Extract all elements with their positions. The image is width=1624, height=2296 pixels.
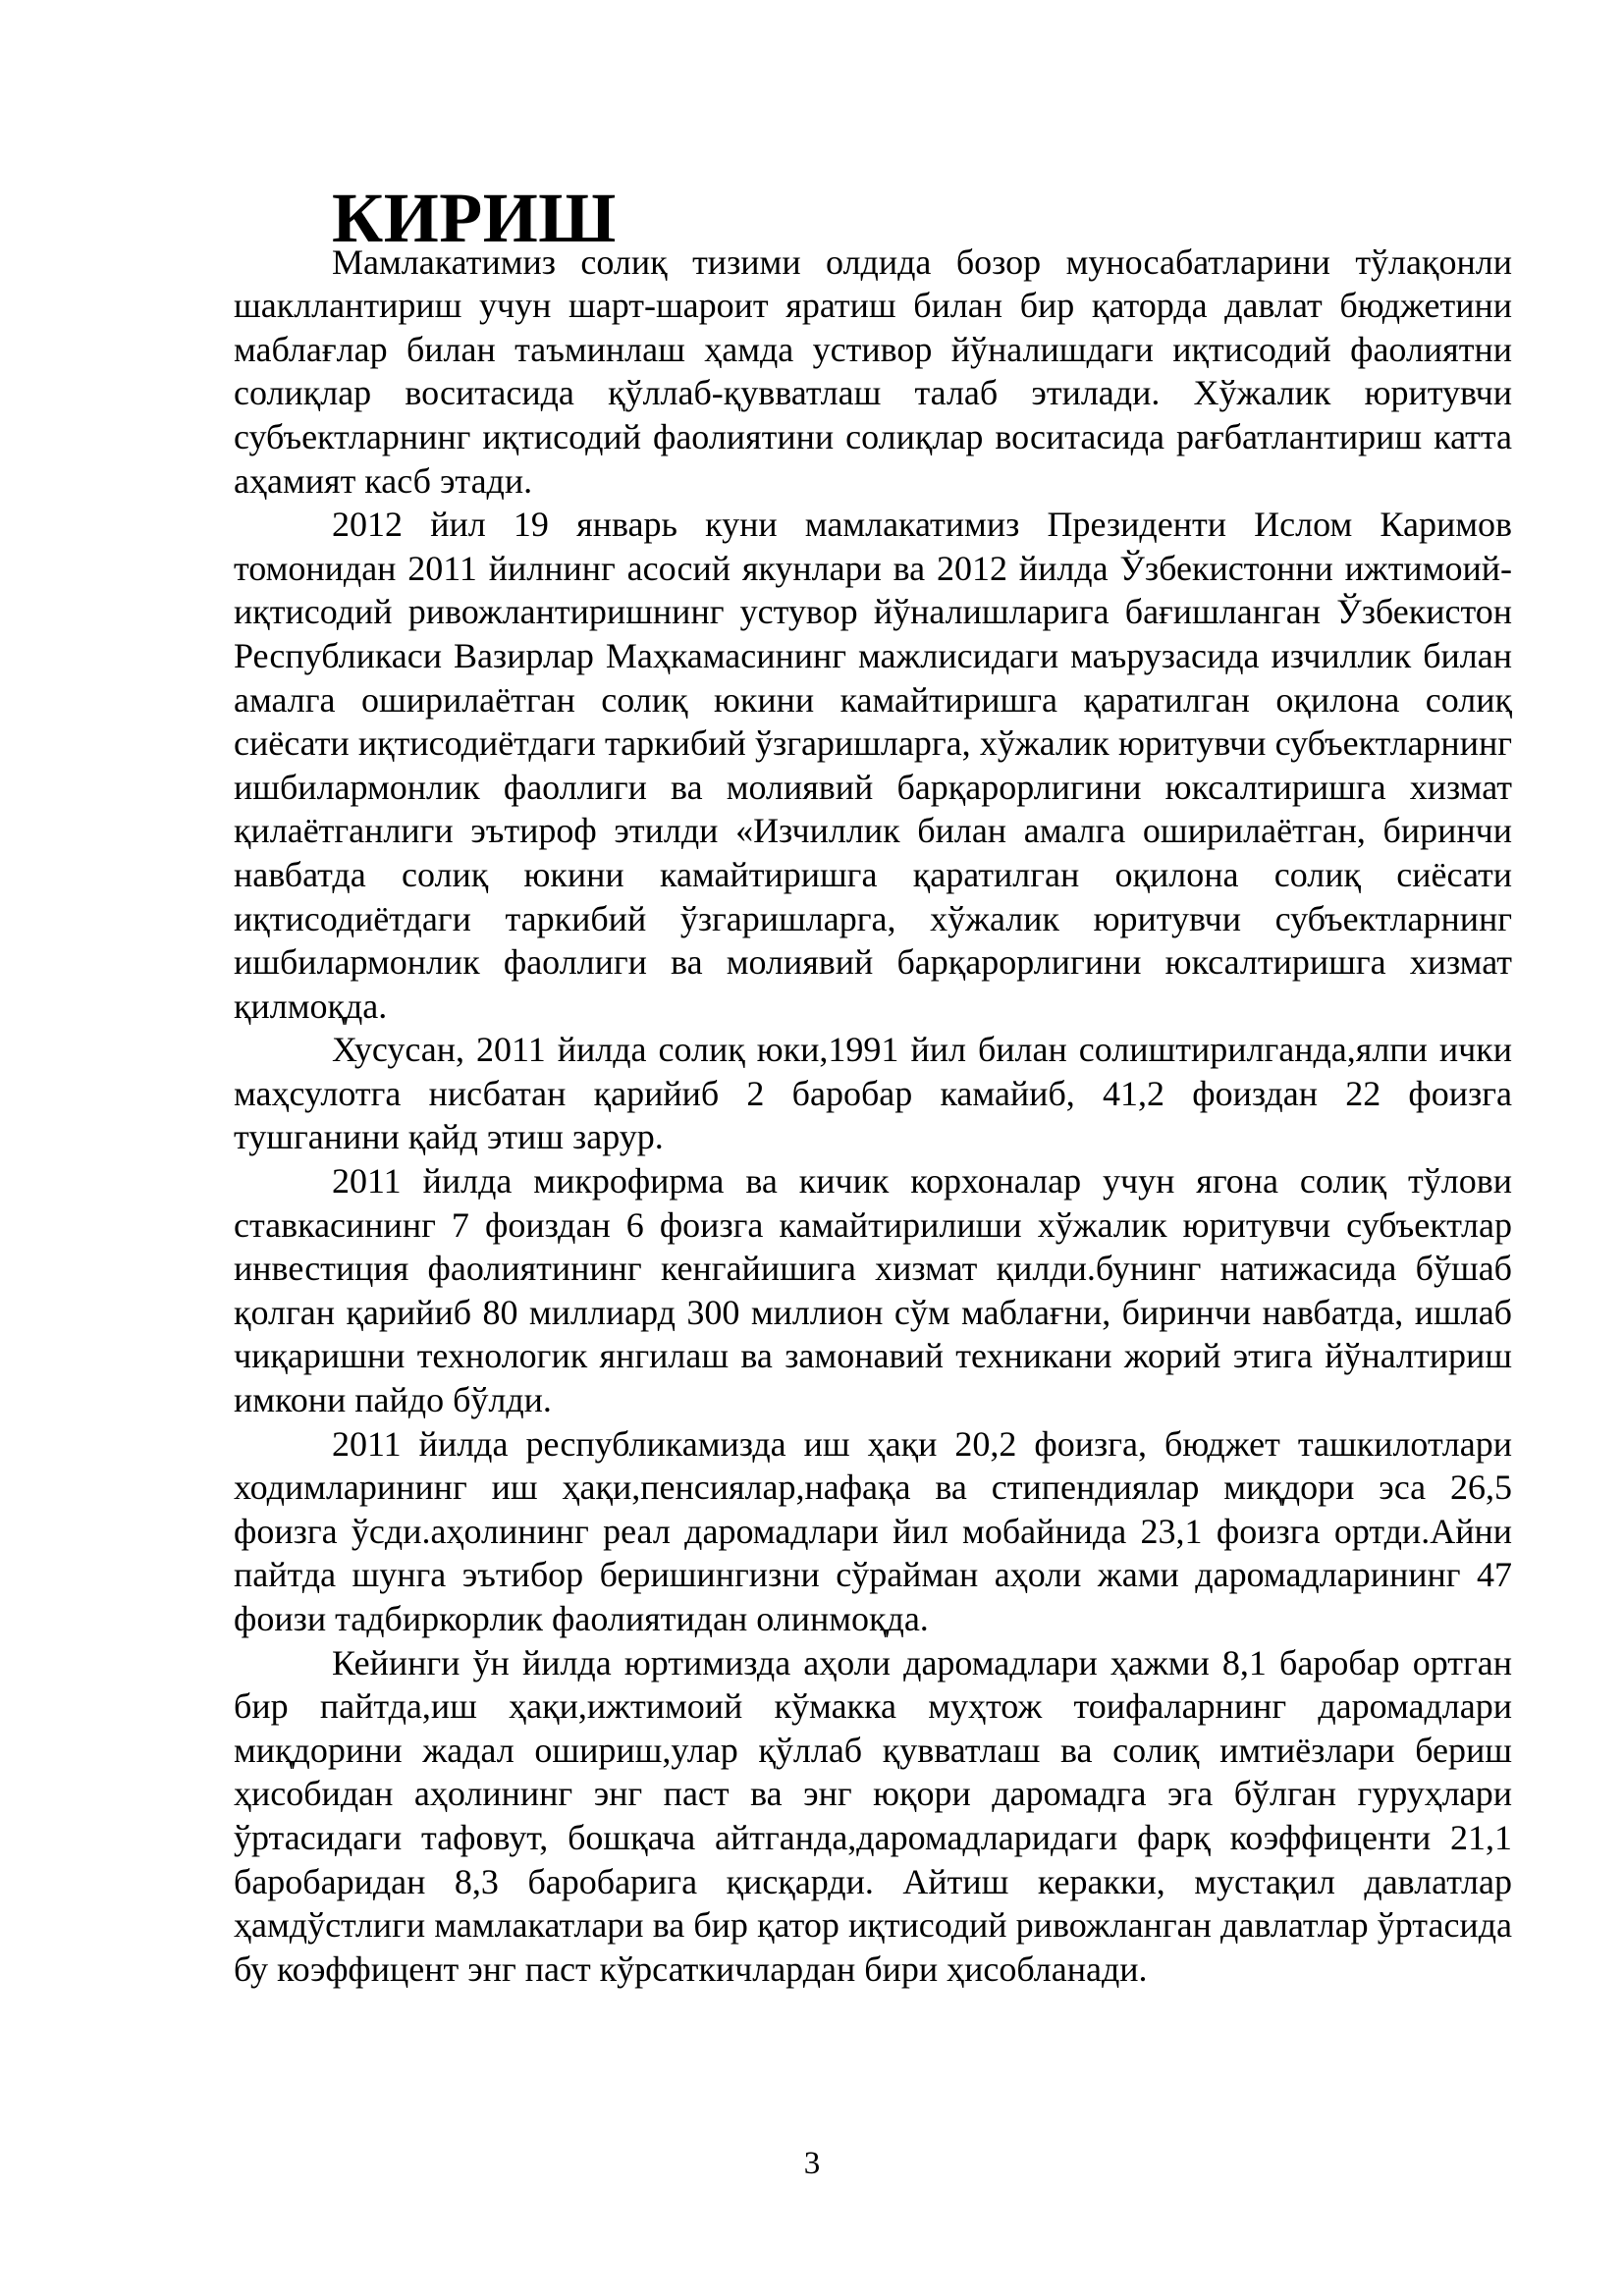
paragraph-wages-growth: 2011 йилда республикамизда иш ҳақи 20,2 фоизга, бюджет ташкилотлари ходимларининг иш ҳақи,пенсиялар,нафақа ва стипендиялар миқдори эса 26,5 фоизга ўсди.аҳолининг реал даромадлари йил мобайнида 23,1 фоизга ортди.Айни пайтда шунга эътибор беришингизни сўрайман аҳоли жами даромадларининг 47 фоизи тадбиркорлик фаолиятидан олинмоқда. (234, 1423, 1512, 1638)
paragraph-small-business-tax: 2011 йилда микрофирма ва кичик корхоналар учун ягона солиқ тўлови ставкасининг 7 фоиздан 6 фоизга камайтирилиши хўжалик юритувчи субъектлар инвестиция фаолиятининг кенгайишига хизмат қилди.бунинг натижасида бўшаб қолган қарийиб 80 миллиард 300 миллион сўм маблағни, биринчи навбатда, ишлаб чиқаришни технологик янгилаш ва замонавий техникани жорий этига йўналтириш имкони пайдо бўлди. (234, 1161, 1512, 1420)
paragraph-intro: Мамлакатимиз солиқ тизими олдида бозор муносабатларини тўлақонли шакллантириш учун шарт-шароит яратиш билан бир қаторда давлат бюджетини маблағлар билан таъминлаш ҳамда устивор йўналишдаги иқтисодий фаолиятни солиқлар воситасида қўллаб-қувватлаш талаб этилади. Хўжалик юритувчи субъектларнинг иқтисодий фаолиятини солиқлар воситасида рағбатлантириш катта аҳамият касб этади. (234, 241, 1512, 501)
paragraph-president-speech: 2012 йил 19 январь куни мамлакатимиз Президенти Ислом Каримов томонидан 2011 йилнинг асосий якунлари ва 2012 йилда Ўзбекистонни ижтимоий-иқтисодий ривожлантиришнинг устувор йўналишларига бағишланган Ўзбекистон Республикаси Вазирлар Маҳкамасининг мажлисидаги маърузасида изчиллик билан амалга оширилаётган солиқ юкини камайтиришга қаратилган оқилона солиқ сиёсати иқтисодиётдаги таркибий ўзгаришларга, хўжалик юритувчи субъектларнинг ишбилармонлик фаоллиги ва молиявий барқарорлигини юксалтиришга хизмат қилаётганлиги эътироф этилди «Изчиллик билан амалга оширилаётган, биринчи навбатда солиқ юкини камайтиришга қаратилган оқилона солиқ сиёсати иқтисодиётдаги таркибий ўзгаришларга, хўжалик юритувчи субъектларнинг ишбилармонлик фаоллиги ва молиявий барқарорлигини юксалтиришга хизмат қилмоқда. (234, 505, 1512, 1026)
document-page (234, 179, 1512, 1991)
page-number: 3 (803, 2146, 821, 2181)
paragraph-tax-burden: Хусусан, 2011 йилда солиқ юки,1991 йил билан солиштирилганда,ялпи ички маҳсулотга нисбатан қарийиб 2 баробар камайиб, 41,2 фоиздан 22 фоизга тушганини қайд этиш зарур. (234, 1030, 1512, 1157)
paragraph-income-gap: Кейинги ўн йилда юртимизда аҳоли даромадлари ҳажми 8,1 баробар ортган бир пайтда,иш ҳақи,ижтимоий кўмакка муҳтож тоифаларнинг даромадлари миқдорини жадал ошириш,улар қўллаб қувватлаш ва солиқ имтиёзлари бериш ҳисобидан аҳолининг энг паст ва энг юқори даромадга эга бўлган гуруҳлари ўртасидаги тафовут, бошқача айтганда,даромадларидаги фарқ коэффиценти 21,1 баробаридан 8,3 баробарига қисқарди. Айтиш керакки, мустақил давлатлар ҳамдўстлиги мамлакатлари ва бир қатор иқтисодий ривожланган давлатлар ўртасида бу коэффицент энг паст кўрсаткичлардан бири ҳисобланади. (234, 1642, 1512, 1989)
section-heading: КИРИШ (332, 179, 617, 257)
